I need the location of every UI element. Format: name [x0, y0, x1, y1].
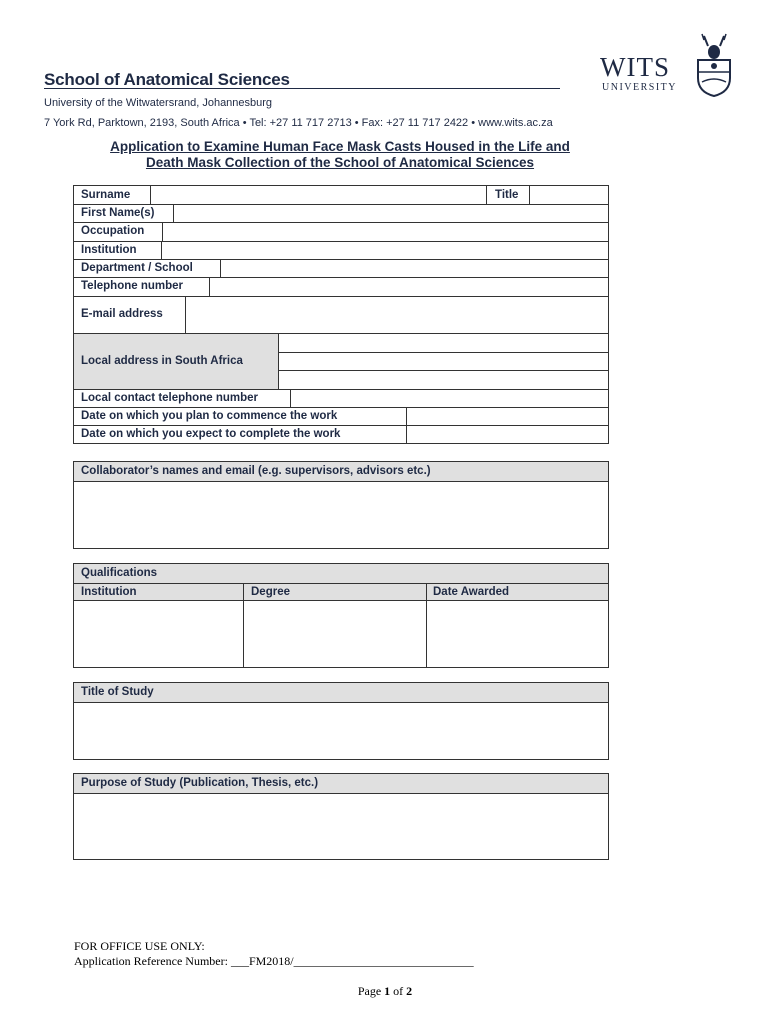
contact-line: 7 York Rd, Parktown, 2193, South Africa • Tel: +27 11 717 2713 • Fax: +27 11 717 2422 • www.wits.ac.za: [44, 117, 553, 129]
commence-date-label: Date on which you plan to commence the work: [81, 410, 338, 422]
commence-date-input[interactable]: [407, 408, 608, 425]
email-input[interactable]: [186, 297, 608, 333]
qualifications-col-institution: Institution: [81, 586, 137, 598]
institution-label: Institution: [81, 244, 137, 256]
local-phone-input[interactable]: [291, 390, 608, 407]
email-label: E-mail address: [81, 308, 163, 320]
page-number: [0, 984, 770, 999]
qualification-date-input[interactable]: [427, 602, 608, 667]
reference-number-line: [74, 954, 474, 969]
reference-number-field[interactable]: ___FM2018/______________________________: [230, 954, 474, 968]
collaborators-input[interactable]: [74, 483, 608, 548]
purpose-section: [73, 773, 609, 860]
study-title-header: [74, 683, 608, 703]
form-title-line2: Death Mask Collection of the School of Anatomical Sciences: [145, 155, 535, 170]
study-title-input[interactable]: [74, 704, 608, 759]
department-input[interactable]: [221, 260, 608, 277]
logo-subtitle: UNIVERSITY: [602, 82, 677, 93]
local-phone-label: Local contact telephone number: [81, 392, 258, 404]
department-label: Department / School: [81, 262, 193, 274]
reference-number-label: Application Reference Number:: [74, 954, 228, 968]
institution-input[interactable]: [162, 242, 608, 259]
study-title-label: Title of Study: [81, 686, 154, 698]
local-address-line2-input[interactable]: [279, 353, 608, 370]
first-names-input[interactable]: [174, 205, 608, 222]
crest-icon: [692, 32, 736, 98]
telephone-label: Telephone number: [81, 280, 184, 292]
purpose-label: Purpose of Study (Publication, Thesis, etc.): [81, 777, 319, 789]
surname-input[interactable]: [151, 186, 486, 204]
university-line: University of the Witwatersrand, Johannesburg: [44, 97, 273, 109]
logo-wordmark: WITS: [600, 52, 670, 82]
school-name: School of Anatomical Sciences: [44, 70, 290, 89]
local-address-line1-input[interactable]: [279, 334, 608, 352]
office-use-heading: FOR OFFICE USE ONLY:: [74, 939, 205, 953]
qualification-degree-input[interactable]: [244, 602, 426, 667]
complete-date-label: Date on which you expect to complete the work: [81, 428, 341, 440]
header-rule: [44, 88, 560, 89]
collaborators-label: Collaborator’s names and email (e.g. supervisors, advisors etc.): [81, 465, 431, 477]
title-input[interactable]: [530, 186, 608, 204]
title-label: Title: [495, 189, 519, 201]
qualification-institution-input[interactable]: [74, 602, 243, 667]
qualifications-col-date-awarded: Date Awarded: [433, 586, 510, 598]
personal-details-table: [73, 185, 609, 444]
local-address-label: Local address in South Africa: [81, 355, 243, 367]
form-title-line1: Application to Examine Human Face Mask Casts Housed in the Life and: [110, 139, 570, 154]
page-total: 2: [406, 984, 413, 998]
page-of: of: [393, 984, 404, 998]
office-use-block: [74, 939, 474, 969]
occupation-input[interactable]: [163, 223, 608, 241]
form-title: [70, 139, 610, 171]
wits-logo: [600, 32, 740, 102]
study-title-section: [73, 682, 609, 760]
collaborators-section: [73, 461, 609, 549]
page-prefix: Page: [357, 984, 382, 998]
first-names-label: First Name(s): [81, 207, 155, 219]
occupation-label: Occupation: [81, 225, 145, 237]
qualifications-col-degree: Degree: [251, 586, 290, 598]
page-current: 1: [384, 984, 391, 998]
purpose-input[interactable]: [74, 795, 608, 859]
qualifications-label: Qualifications: [81, 567, 158, 579]
qualifications-section: [73, 563, 609, 668]
surname-label: Surname: [81, 189, 131, 201]
local-address-line3-input[interactable]: [279, 371, 608, 389]
complete-date-input[interactable]: [407, 426, 608, 443]
telephone-input[interactable]: [210, 278, 608, 296]
